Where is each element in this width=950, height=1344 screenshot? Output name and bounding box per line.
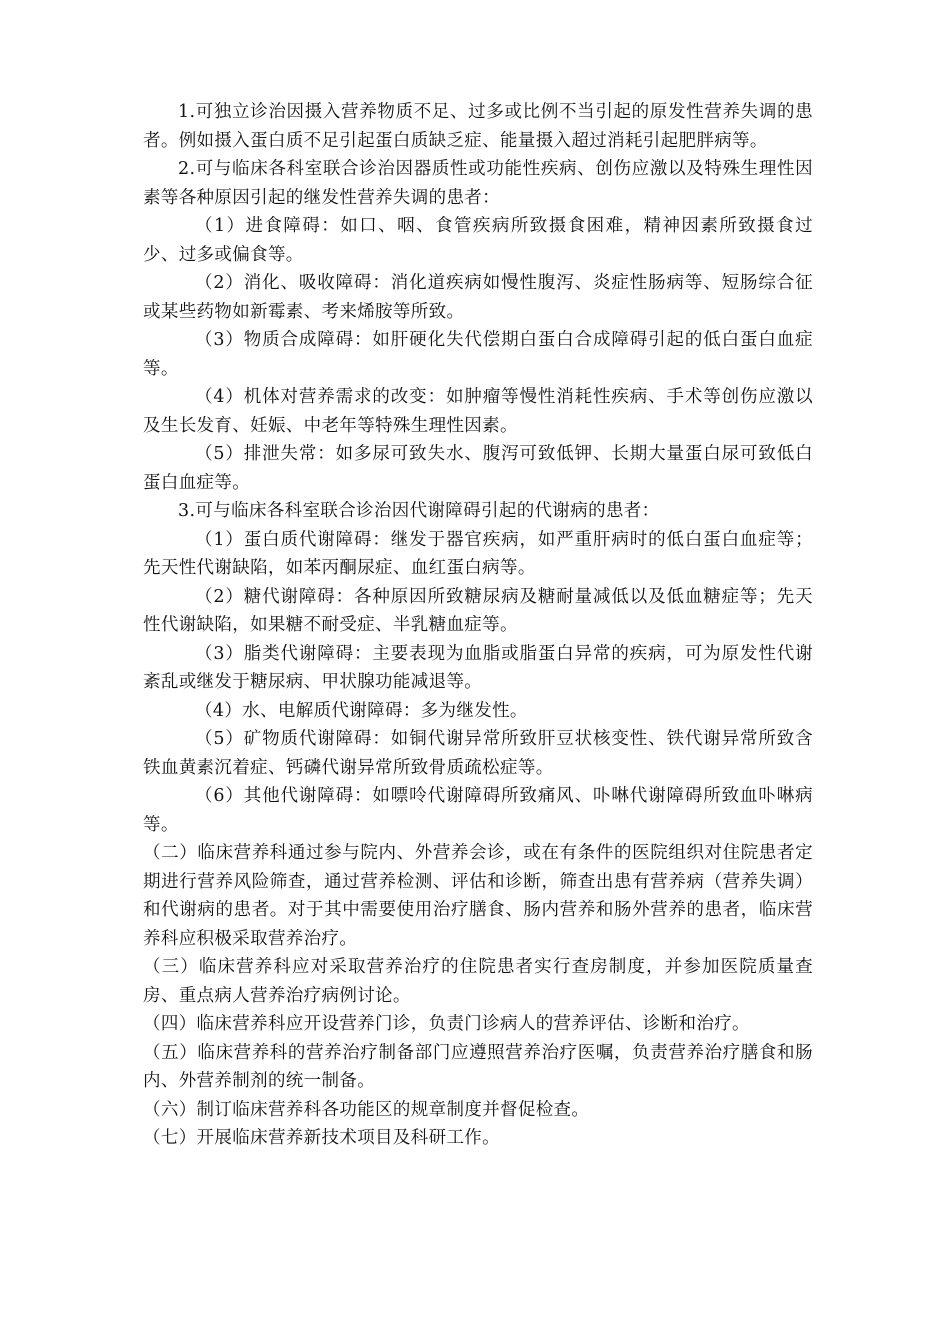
subitem-nutrition-demand: （4）机体对营养需求的改变：如肿瘤等慢性消耗性疾病、手术等创伤应激以及生长发育、妊娠、中老年等特殊生理性因素。 [143, 387, 813, 436]
section-regulations: （六）制订临床营养科各功能区的规章制度并督促检查。 [143, 1099, 590, 1120]
subitem-synthesis-disorder: （3）物质合成障碍：如肝硬化失代偿期白蛋白合成障碍引起的低白蛋白血症等。 [143, 330, 813, 379]
subitem-other-metabolism: （6）其他代谢障碍：如嘌呤代谢障碍所致痛风、卟啉代谢障碍所致血卟啉病等。 [143, 786, 813, 835]
section-research: （七）开展临床营养新技术项目及科研工作。 [143, 1128, 500, 1148]
section-preparation: （五）临床营养科的营养治疗制备部门应遵照营养治疗医嘱，负责营养治疗膳食和肠内、外营养制剂的统一制备。 [143, 1042, 813, 1091]
subitem-eating-disorder: （1）进食障碍：如口、咽、食管疾病所致摄食困难，精神因素所致摄食过少、过多或偏食等。 [143, 216, 813, 265]
subitem-digestion-absorption: （2）消化、吸收障碍：消化道疾病如慢性腹泻、炎症性肠病等、短肠综合征或某些药物如新霉素、考来烯胺等所致。 [143, 273, 813, 322]
section-ward-rounds: （三）临床营养科应对采取营养治疗的住院患者实行查房制度，并参加医院质量查房、重点病人营养治疗病例讨论。 [143, 957, 813, 1006]
section-consultation: （二）临床营养科通过参与院内、外营养会诊，或在有条件的医院组织对住院患者定期进行营养风险筛查，通过营养检测、评估和诊断，筛查出患有营养病（营养失调）和代谢病的患者。对于其中需要使用治疗膳食、肠内营养和肠外营养的患者，临床营养科应积极采取营养治疗。 [143, 843, 813, 949]
paragraph-item-2: 2.可与临床各科室联合诊治因器质性或功能性疾病、创伤应激以及特殊生理性因素等各种原因引起的继发性营养失调的患者： [143, 159, 813, 208]
subitem-protein-metabolism: （1）蛋白质代谢障碍：继发于器官疾病，如严重肝病时的低白蛋白血症等；先天性代谢缺陷，如苯丙酮尿症、血红蛋白病等。 [143, 529, 813, 578]
subitem-sugar-metabolism: （2）糖代谢障碍：各种原因所致糖尿病及糖耐量减低以及低血糖症等；先天性代谢缺陷，如果糖不耐受症、半乳糖血症等。 [143, 586, 813, 635]
section-outpatient: （四）临床营养科应开设营养门诊，负责门诊病人的营养评估、诊断和治疗。 [143, 1014, 750, 1034]
subitem-mineral-metabolism: （5）矿物质代谢障碍：如铜代谢异常所致肝豆状核变性、铁代谢异常所致含铁血黄素沉着症、钙磷代谢异常所致骨质疏松症等。 [143, 729, 813, 778]
document-body [143, 98, 813, 1153]
subitem-excretion-disorder: （5）排泄失常：如多尿可致失水、腹泻可致低钾、长期大量蛋白尿可致低白蛋白血症等。 [143, 444, 813, 493]
subitem-lipid-metabolism: （3）脂类代谢障碍：主要表现为血脂或脂蛋白异常的疾病，可为原发性代谢紊乱或继发于糖尿病、甲状腺功能减退等。 [143, 643, 813, 692]
paragraph-item-3: 3.可与临床各科室联合诊治因代谢障碍引起的代谢病的患者： [178, 501, 660, 521]
paragraph-item-1: 1.可独立诊治因摄入营养物质不足、过多或比例不当引起的原发性营养失调的患者。例如摄入蛋白质不足引起蛋白质缺乏症、能量摄入超过消耗引起肥胖病等。 [143, 102, 813, 151]
subitem-water-electrolyte: （4）水、电解质代谢障碍：多为继发性。 [195, 700, 528, 721]
